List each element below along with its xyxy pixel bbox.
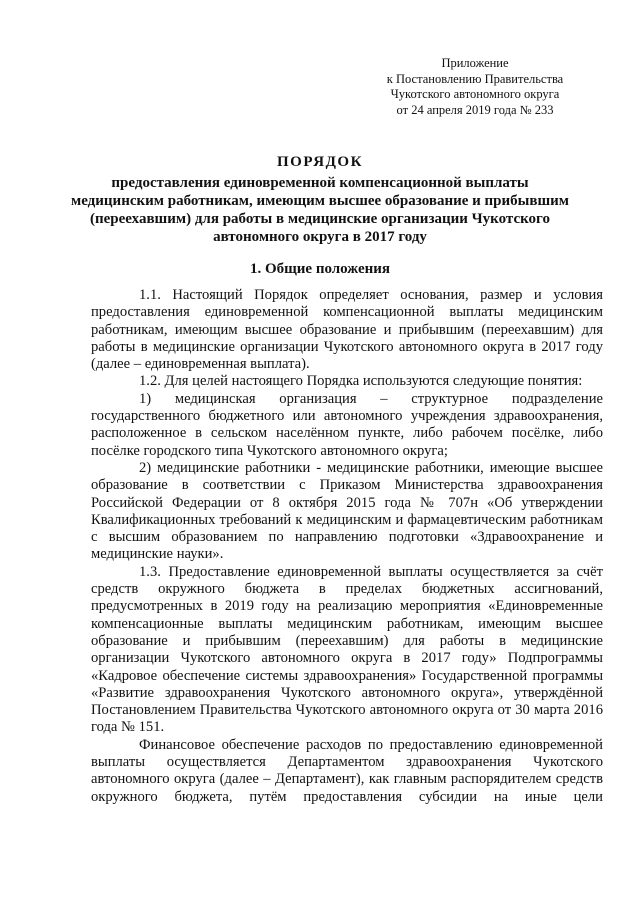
body-text <box>91 287 603 806</box>
appendix-line: Чукотского автономного округа <box>390 87 560 101</box>
appendix-line: Приложение <box>441 56 509 70</box>
document-subtitle <box>60 174 580 246</box>
subtitle-line: предоставления единовременной компенсационной выплаты <box>111 175 529 191</box>
appendix-line: от 24 апреля 2019 года № 233 <box>396 102 554 117</box>
paragraph-1-2: 1.2. Для целей настоящего Порядка используются следующие понятия: <box>139 373 583 390</box>
paragraph-definition-2: 2) медицинские работники - медицинские работники, имеющие высшее образование в соответствии с Приказом Министерства здравоохранения Российской Федерации от 8 октября 2015 года № 707н «Об утверждении Квалификационных требований к медицинским и фармацевтическим работникам с высшим образованием по направлению подготовки «Здравоохранение и медицинские науки». <box>91 459 603 563</box>
subtitle-line: (переехавшим) для работы в медицинские организации Чукотского <box>90 211 550 227</box>
appendix-line: к Постановлению Правительства <box>386 71 564 86</box>
paragraph-1-1: 1.1. Настоящий Порядок определяет основания, размер и условия предоставления единовременной компенсационной выплаты медицинским работникам, имеющим высшее образование и прибывшим (переехавшим) для работы в медицинские организации Чукотского автономного округа в 2017 году (далее – единовременная выплата). <box>91 287 603 373</box>
subtitle-line: автономного округа в 2017 году <box>213 229 427 245</box>
appendix-header <box>360 56 590 118</box>
paragraph-definition-1: 1) медицинская организация – структурное подразделение государственного бюджетного или автономного учреждения здравоохранения, расположенное в сельском населённом пункте, либо рабочем посёлке, либо посёлке городского типа Чукотского автономного округа; <box>91 390 603 459</box>
paragraph-financing: Финансовое обеспечение расходов по предоставлению единовременной выплаты осуществляется Департаментом здравоохранения Чукотского автономного округа (далее – Департамент), как главным распорядителем средств окружного бюджета, путём предоставления субсидии на иные цели <box>91 736 603 805</box>
subtitle-line: медицинским работникам, имеющим высшее образование и прибывшим <box>71 193 569 209</box>
document-title: ПОРЯДОК <box>277 154 363 170</box>
paragraph-1-3: 1.3. Предоставление единовременной выплаты осуществляется за счёт средств окружного бюджета в пределах бюджетных ассигнований, предусмотренных в 2019 году на реализацию мероприятия «Единовременные компенсационные выплаты медицинским работникам, имеющим высшее образование и прибывшим (переехавшим) для работы в медицинские организации Чукотского автономного округа в 2017 году» Подпрограммы «Кадровое обеспечение системы здравоохранения» Государственной программы «Развитие здравоохранения Чукотского автономного округа», утверждённой Постановлением Правительства Чукотского автономного округа от 30 марта 2016 года № 151. <box>91 563 603 736</box>
section-heading: 1. Общие положения <box>249 261 391 277</box>
